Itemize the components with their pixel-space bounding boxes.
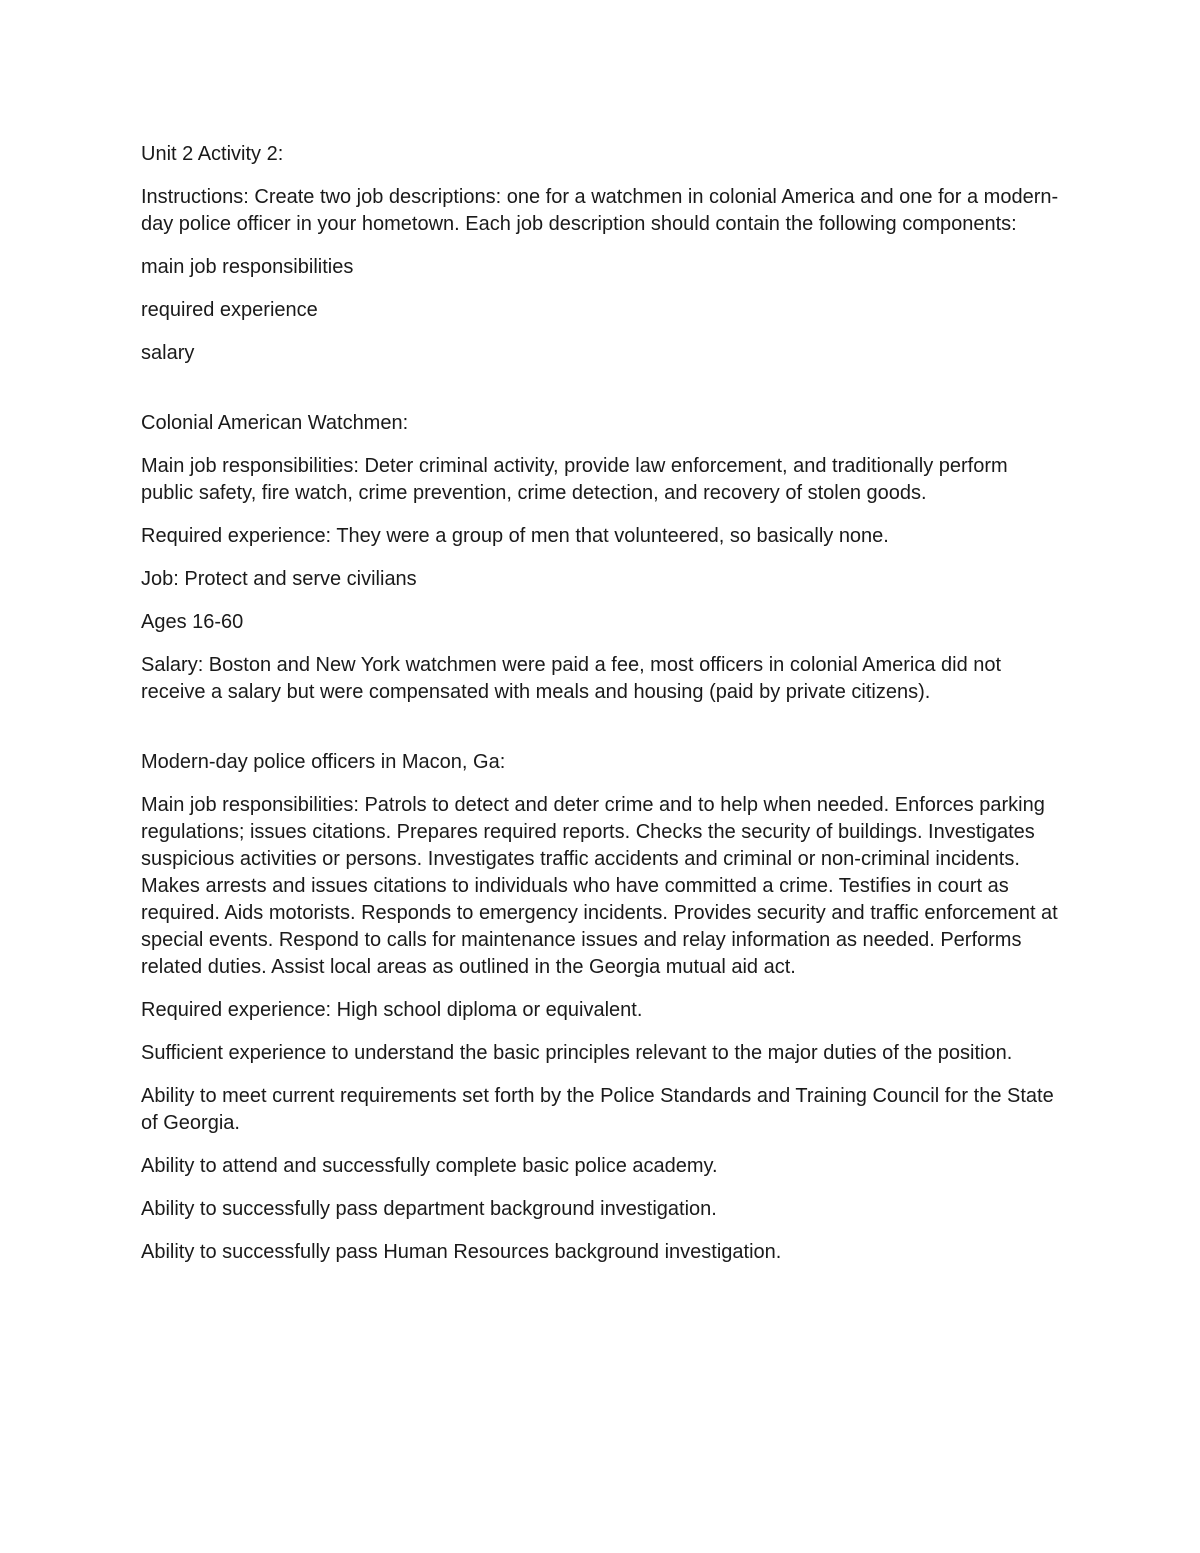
modern-requirement: Ability to attend and successfully complete basic police academy. [141, 1155, 718, 1177]
modern-responsibilities: Main job responsibilities: Patrols to detect and deter crime and to help when needed. Enforces parking regulations; issues citations. Prepares required reports. Checks the security of buildings. Investigates suspicious activities or persons. Investigates traffic accidents and criminal or non-criminal incidents. Makes arrests and issues citations to individuals who have committed a crime. Testifies in court as required. Aids motorists. Responds to emergency incidents. Provides security and traffic enforcement at special events. Respond to calls for maintenance issues and relay information as needed. Performs related duties. Assist local areas as outlined in the Georgia mutual aid act. [141, 794, 1058, 978]
component-item: main job responsibilities [141, 256, 354, 278]
modern-heading: Modern-day police officers in Macon, Ga: [141, 751, 506, 773]
colonial-salary: Salary: Boston and New York watchmen were paid a fee, most officers in colonial America did not receive a salary but were compensated with meals and housing (paid by private citizens). [141, 654, 1002, 703]
modern-requirement: Sufficient experience to understand the basic principles relevant to the major duties of the position. [141, 1042, 1013, 1064]
modern-requirement: Ability to successfully pass Human Resources background investigation. [141, 1241, 782, 1263]
modern-requirement: Ability to successfully pass department background investigation. [141, 1198, 717, 1220]
colonial-responsibilities: Main job responsibilities: Deter criminal activity, provide law enforcement, and traditionally perform public safety, fire watch, crime prevention, crime detection, and recovery of stolen goods. [141, 455, 1008, 504]
document-title: Unit 2 Activity 2: [141, 143, 284, 165]
colonial-job: Job: Protect and serve civilians [141, 568, 417, 590]
modern-experience: Required experience: High school diploma or equivalent. [141, 999, 643, 1021]
component-item: salary [141, 342, 195, 364]
modern-requirement: Ability to meet current requirements set forth by the Police Standards and Training Council for the State of Georgia. [141, 1085, 1054, 1134]
colonial-ages: Ages 16-60 [141, 611, 244, 633]
instructions-paragraph: Instructions: Create two job descriptions: one for a watchmen in colonial America and one for a modern-day police officer in your hometown. Each job description should contain the following components: [141, 186, 1059, 235]
document-page [141, 141, 1061, 1282]
colonial-heading: Colonial American Watchmen: [141, 412, 409, 434]
colonial-experience: Required experience: They were a group of men that volunteered, so basically none. [141, 525, 889, 547]
component-item: required experience [141, 299, 318, 321]
